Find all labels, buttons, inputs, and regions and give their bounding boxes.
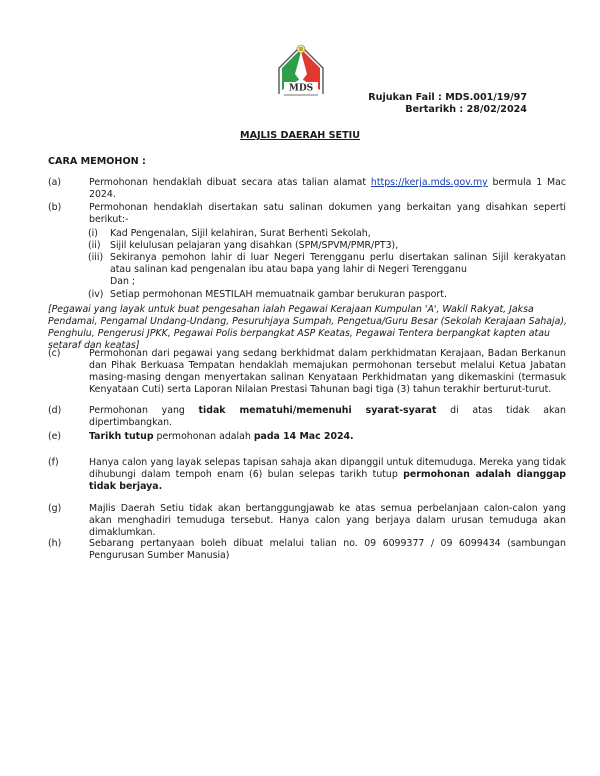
file-reference: Rujukan Fail : MDS.001/19/97 — [368, 92, 527, 103]
list-item-e — [48, 431, 566, 443]
item-text — [89, 177, 566, 201]
list-item-b — [48, 202, 566, 226]
list-item-a — [48, 177, 566, 201]
item-text-part: bermula 1 Mac 2024. — [89, 177, 566, 200]
sub-item-marker: (i) — [88, 228, 98, 239]
list-item-h — [48, 538, 566, 562]
page-title: MAJLIS DAERAH SETIU — [240, 130, 360, 141]
closing-date-label: Tarikh tutup — [89, 431, 154, 442]
sub-item-marker: (iv) — [88, 289, 104, 300]
item-text: Permohonan hendaklah disertakan satu salinan dokumen yang berkaitan yang disahkan seperti berikut:- — [89, 202, 566, 225]
sub-item-i — [88, 228, 566, 240]
item-text-part: di atas tidak akan dipertimbangkan. — [89, 405, 566, 428]
mds-logo-icon — [276, 38, 326, 100]
certification-note: [Pegawai yang layak untuk buat pengesahan ialah Pegawai Kerajaan Kumpulan 'A', Wakil Rakyat, Jaksa Pendamai, Pengamal Undang-Undang, Pesuruhjaya Sumpah, Pengetua/Guru Besar (Sekolah Kerajaan Sahaja), Penghulu, Pengerusi JPKK, Pegawai Polis berpangkat ASP Keatas, Pegawai Tentera berpangkat kapten atau setaraf dan keatas] — [48, 304, 568, 351]
item-marker: (a) — [48, 177, 62, 188]
item-text-part: Hanya calon yang layak selepas tapisan sahaja akan dipanggil untuk ditemuduga. Mereka yang tidak dihubungi dalam tempoh enam (6) bulan selepas tarikh tutup — [89, 457, 566, 480]
item-text — [89, 405, 566, 429]
list-item-c — [48, 348, 566, 396]
sub-item-marker: (ii) — [88, 240, 101, 251]
sub-item-marker: (iii) — [88, 252, 104, 263]
item-text — [89, 431, 566, 443]
item-text: Permohonan dari pegawai yang sedang berkhidmat dalam perkhidmatan Kerajaan, Badan Berkanun dan Pihak Berkuasa Tempatan hendaklah memajukan permohonan tersebut melalui Ketua Jabatan masing-masing dengan menyertakan salinan Kenyataan Perkhidmatan yang dikemaskini (termasuk Kenyataan Cuti) serta Laporan Nilaian Prestasi Tahunan bagi tiga (3) tahun terakhir berturut-turut. — [89, 348, 566, 395]
item-text-part: Permohonan hendaklah dibuat secara atas talian alamat — [89, 177, 371, 188]
item-marker: (e) — [48, 431, 62, 442]
item-marker: (d) — [48, 405, 62, 416]
sub-item-text: Kad Pengenalan, Sijil kelahiran, Surat Berhenti Sekolah, — [110, 228, 371, 239]
item-marker: (f) — [48, 457, 59, 468]
list-item-g — [48, 503, 566, 539]
item-marker: (h) — [48, 538, 62, 549]
item-text — [89, 457, 566, 493]
item-marker: (b) — [48, 202, 62, 213]
sub-item-ii — [88, 240, 566, 252]
item-text-bold: permohonan adalah dianggap tidak berjaya. — [89, 469, 567, 492]
item-text-bold: tidak mematuhi/memenuhi syarat-syarat — [198, 405, 437, 416]
mds-logo — [276, 38, 326, 100]
document-date: Bertarikh : 28/02/2024 — [405, 103, 527, 115]
sub-item-iv — [88, 289, 566, 301]
sub-item-text: Sekiranya pemohon lahir di luar Negeri Terengganu perlu disertakan salinan Sijil kerakyatan atau salinan kad pengenalan ibu atau bapa yang lahir di Negeri Terengganu — [110, 252, 566, 275]
sub-item-text: Setiap permohonan MESTILAH memuatnaik gambar berukuran pasport. — [110, 289, 447, 300]
item-text: Majlis Daerah Setiu tidak akan bertanggungjawab ke atas semua perbelanjaan calon-calon yang akan menghadiri temuduga tersebut. Hanya calon yang berjaya dalam urusan temuduga akan dimaklumkan. — [89, 503, 566, 538]
section-heading: CARA MEMOHON : — [48, 156, 146, 167]
sub-item-iii — [88, 252, 566, 288]
sub-item-text: Sijil kelulusan pelajaran yang disahkan (SPM/SPVM/PMR/PT3), — [110, 240, 399, 251]
item-marker: (c) — [48, 348, 61, 359]
item-text-part: Permohonan yang — [89, 405, 199, 416]
reference-block — [368, 92, 527, 115]
list-item-d — [48, 405, 566, 429]
svg-text:MDS: MDS — [288, 83, 314, 94]
item-text: Sebarang pertanyaan boleh dibuat melalui talian no. 09 6099377 / 09 6099434 (sambungan Pengurusan Sumber Manusia) — [89, 538, 566, 561]
list-item-f — [48, 457, 566, 493]
application-portal-link[interactable]: https://kerja.mds.gov.my — [370, 177, 488, 188]
sub-item-text-continuation: Dan ; — [110, 276, 136, 287]
item-marker: (g) — [48, 503, 62, 514]
closing-date-value: pada 14 Mac 2024. — [253, 431, 354, 442]
item-text-part: permohonan adalah — [153, 431, 254, 442]
